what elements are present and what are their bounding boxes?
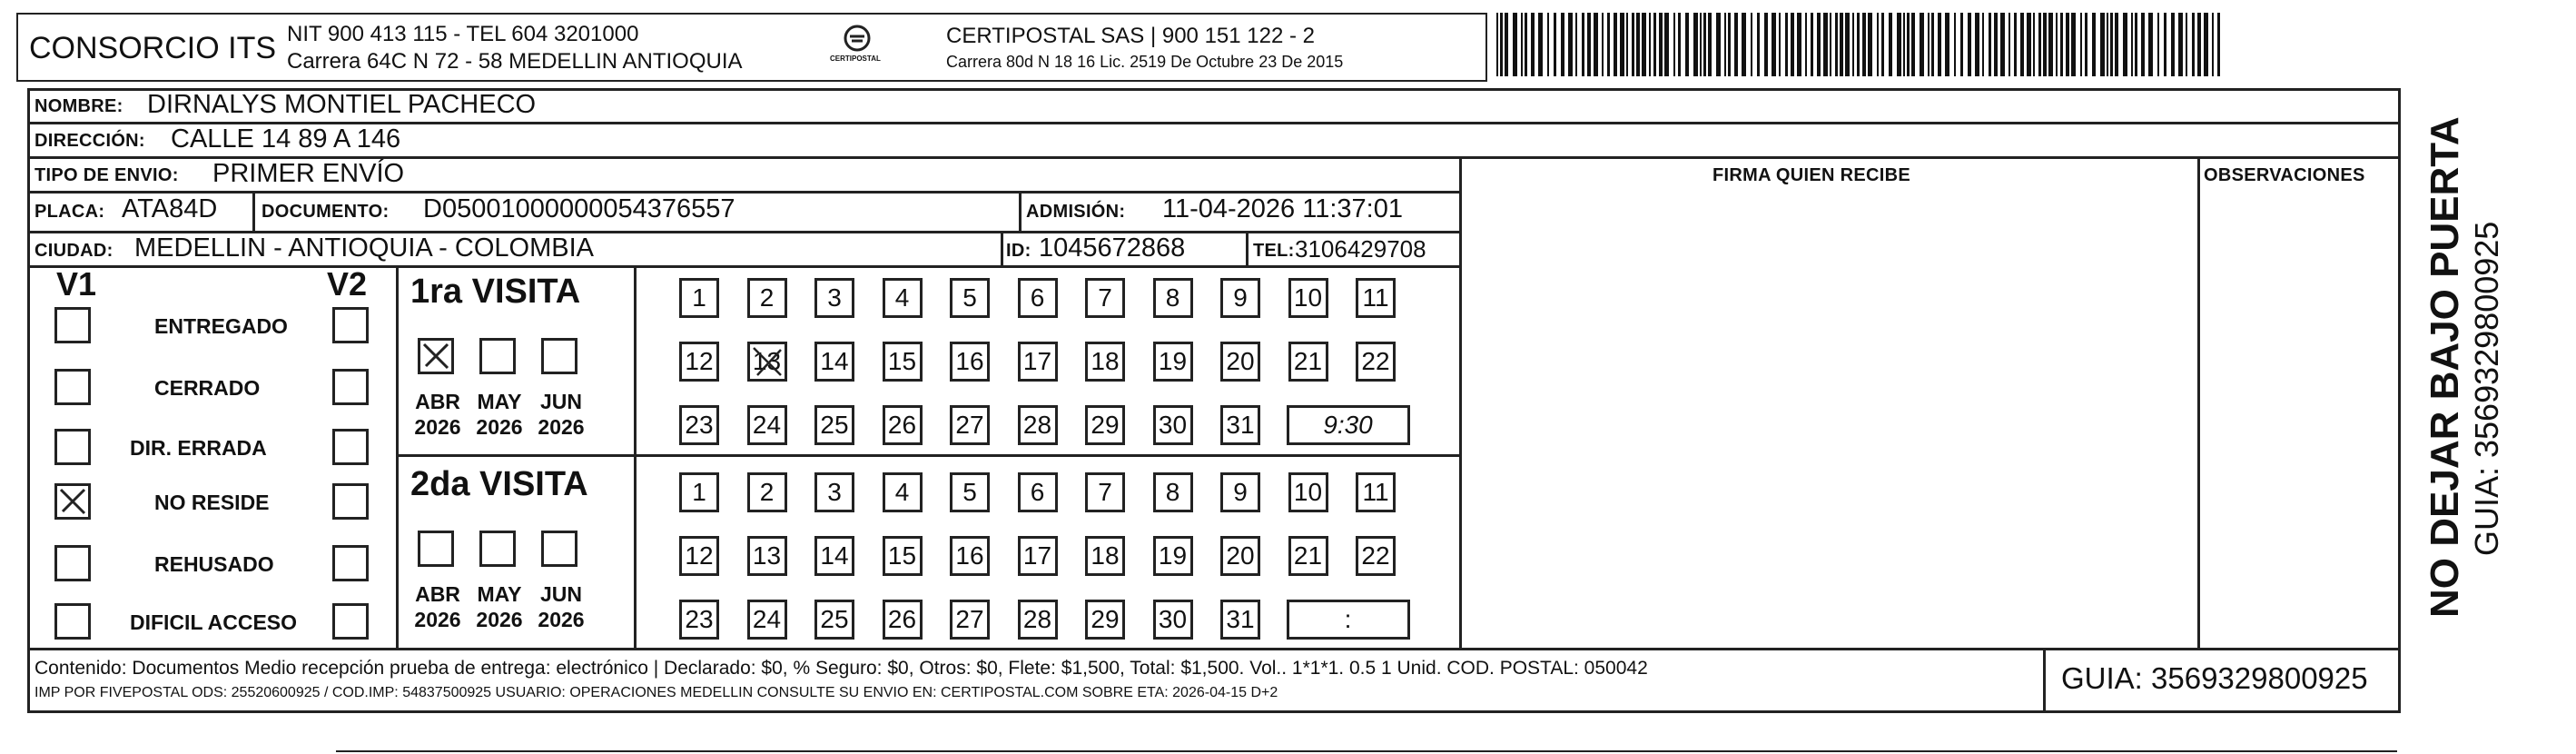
barcode-bar	[1521, 13, 1523, 76]
barcode-bar	[1868, 13, 1872, 76]
barcode-bar	[1928, 13, 1930, 76]
day-box[interactable]: 11	[1356, 278, 1396, 318]
barcode-bar	[1561, 13, 1564, 76]
day-box[interactable]: 22	[1356, 536, 1396, 576]
barcode-bar	[2131, 13, 2133, 76]
barcode-bar	[1975, 13, 1979, 76]
tipo-envio-label: TIPO DE ENVIO:	[35, 165, 179, 185]
barcode-bar	[1903, 13, 1905, 76]
day-box[interactable]: 18	[1085, 536, 1125, 576]
barcode-bar	[1779, 13, 1781, 76]
carrier-name: CERTIPOSTAL SAS | 900 151 122 - 2	[946, 24, 1315, 48]
v1-checkbox[interactable]	[54, 307, 91, 343]
day-box[interactable]: 4	[883, 278, 923, 318]
day-box[interactable]: 23	[679, 600, 719, 640]
barcode-bar	[2123, 13, 2127, 76]
tel-value: 3106429708	[1295, 235, 1426, 263]
documento-value: D05001000000054376557	[423, 194, 735, 223]
status-label: DIR. ERRADA	[130, 436, 267, 460]
barcode-bar	[2157, 13, 2159, 76]
barcode-bar	[1982, 13, 1984, 76]
placa-value: ATA84D	[122, 194, 218, 223]
barcode-bar	[1496, 13, 1498, 76]
barcode-bar	[1897, 13, 1901, 76]
barcode-bar	[1734, 13, 1738, 76]
day-box[interactable]: 23	[679, 405, 719, 445]
day-box[interactable]: 26	[883, 600, 923, 640]
footer-guia: GUIA: 3569329800925	[2061, 661, 2368, 695]
barcode-bar	[1920, 13, 1924, 76]
status-label: NO RESIDE	[154, 491, 270, 514]
barcode-bar	[1614, 13, 1617, 76]
footer-print-line: IMP POR FIVEPOSTAL ODS: 25520600925 / COD.IMP: 54837500925 USUARIO: OPERACIONES MEDELLIN CONSULTE SU ENVIO EN: CERTIPOSTAL.COM SOBRE ETA: 2026-04-15 D+2	[35, 685, 1278, 700]
barcode-bar	[1575, 13, 1577, 76]
ciudad-value: MEDELLIN - ANTIOQUIA - COLOMBIA	[134, 233, 594, 263]
day-box[interactable]: 7	[1085, 472, 1125, 512]
day-box[interactable]: 24	[747, 405, 787, 445]
barcode-bar	[2217, 13, 2220, 76]
day-box[interactable]: 31	[1220, 405, 1260, 445]
barcode-bar	[2164, 13, 2166, 76]
barcode-bar	[1620, 13, 1624, 76]
barcode-bar	[1840, 13, 1843, 76]
barcode-bar	[2043, 13, 2047, 76]
day-box[interactable]: 17	[1018, 342, 1058, 382]
day-box[interactable]: 13	[747, 342, 787, 382]
day-box[interactable]: 13	[747, 536, 787, 576]
day-box[interactable]: 25	[814, 600, 854, 640]
barcode-bar	[2178, 13, 2183, 76]
barcode-bar	[1877, 13, 1879, 76]
barcode-bar	[1538, 13, 1543, 76]
barcode-bar	[1653, 13, 1656, 76]
admision-value: 11-04-2026 11:37:01	[1162, 194, 1403, 223]
barcode	[1496, 13, 2223, 76]
barcode-bar	[1862, 13, 1866, 76]
day-box[interactable]: 29	[1085, 405, 1125, 445]
day-box[interactable]: 22	[1356, 342, 1396, 382]
day-box[interactable]: 4	[883, 472, 923, 512]
barcode-bar	[1968, 13, 1971, 76]
barcode-bar	[1678, 13, 1681, 76]
placa-label: PLACA:	[35, 202, 105, 222]
barcode-bar	[2192, 13, 2195, 76]
barcode-bar	[1673, 13, 1675, 76]
day-box[interactable]: 28	[1018, 600, 1058, 640]
barcode-bar	[1805, 13, 1807, 76]
v2-checkbox[interactable]	[332, 603, 369, 640]
status-label: ENTREGADO	[154, 314, 288, 338]
barcode-bar	[2056, 13, 2058, 76]
day-box[interactable]: 9	[1220, 278, 1260, 318]
v1-checkbox[interactable]	[54, 369, 91, 405]
barcode-bar	[2080, 13, 2082, 76]
barcode-bar	[1960, 13, 1963, 76]
day-box[interactable]: 28	[1018, 405, 1058, 445]
nombre-label: NOMBRE:	[35, 96, 123, 116]
barcode-bar	[1716, 13, 1721, 76]
company-name: CONSORCIO ITS	[29, 31, 277, 65]
day-box[interactable]: 8	[1153, 472, 1193, 512]
barcode-bar	[1835, 13, 1838, 76]
month-label: JUN 2026	[538, 582, 585, 631]
barcode-bar	[1693, 13, 1698, 76]
barcode-bar	[1757, 13, 1760, 76]
barcode-bar	[1513, 13, 1517, 76]
company-address: Carrera 64C N 72 - 58 MEDELLIN ANTIOQUIA	[287, 49, 743, 74]
day-box[interactable]: 15	[883, 536, 923, 576]
barcode-bar	[2020, 13, 2024, 76]
status-label: CERRADO	[154, 376, 261, 400]
barcode-bar	[1742, 13, 1746, 76]
barcode-bar	[2110, 13, 2113, 76]
barcode-bar	[1500, 13, 1503, 76]
barcode-bar	[1889, 13, 1892, 76]
month-label: MAY 2026	[476, 582, 523, 631]
v1-checkbox[interactable]	[54, 483, 91, 520]
barcode-bar	[1568, 13, 1573, 76]
day-box[interactable]: 6	[1018, 278, 1058, 318]
barcode-bar	[1954, 13, 1956, 76]
admision-label: ADMISIÓN:	[1026, 202, 1126, 222]
day-box[interactable]: 11	[1356, 472, 1396, 512]
id-value: 1045672868	[1039, 233, 1186, 263]
v2-checkbox[interactable]	[332, 483, 369, 520]
barcode-bar	[1751, 13, 1752, 76]
barcode-bar	[1708, 13, 1712, 76]
barcode-bar	[1547, 13, 1549, 76]
barcode-bar	[1685, 13, 1689, 76]
barcode-bar	[1607, 13, 1610, 76]
day-box[interactable]: 20	[1220, 536, 1260, 576]
barcode-bar	[1791, 13, 1794, 76]
day-box[interactable]: 14	[814, 536, 854, 576]
nombre-value: DIRNALYS MONTIEL PACHECO	[147, 90, 537, 119]
day-box[interactable]: 24	[747, 600, 787, 640]
v2-header: V2	[327, 265, 368, 303]
day-box[interactable]: 29	[1085, 600, 1125, 640]
cut-line	[336, 750, 2397, 752]
barcode-bar	[1785, 13, 1788, 76]
day-box[interactable]: 3	[814, 472, 854, 512]
direccion-label: DIRECCIÓN:	[35, 131, 145, 151]
barcode-bar	[1911, 13, 1915, 76]
day-box[interactable]: 25	[814, 405, 854, 445]
barcode-bar	[2186, 13, 2187, 76]
barcode-bar	[1881, 13, 1884, 76]
day-box[interactable]: 12	[679, 536, 719, 576]
barcode-bar	[1994, 13, 1998, 76]
day-box[interactable]: 17	[1018, 536, 1058, 576]
id-label: ID:	[1006, 241, 1031, 261]
barcode-bar	[2066, 13, 2069, 76]
barcode-bar	[1659, 13, 1663, 76]
status-label: DIFICIL ACCESO	[130, 610, 298, 634]
month-label: MAY 2026	[476, 390, 523, 439]
barcode-bar	[1587, 13, 1591, 76]
month-checkbox[interactable]	[418, 531, 454, 567]
day-box[interactable]: 21	[1288, 536, 1328, 576]
day-box[interactable]: 21	[1288, 342, 1328, 382]
barcode-bar	[1764, 13, 1768, 76]
barcode-bar	[2060, 13, 2063, 76]
v2-checkbox[interactable]	[332, 369, 369, 405]
barcode-bar	[1626, 13, 1628, 76]
barcode-bar	[1931, 13, 1934, 76]
barcode-bar	[1582, 13, 1584, 76]
day-box[interactable]: 31	[1220, 600, 1260, 640]
footer-content-line: Contenido: Documentos Medio recepción prueba de entrega: electrónico | Declarado: $0, % Seguro: $0, Otros: $0, Flete: $1,500, Total: $1,500. Vol.. 1*1*1. 0.5 1 Unid. COD. POSTAL: 050042	[35, 658, 1648, 679]
day-box[interactable]: 5	[950, 472, 990, 512]
barcode-bar	[2014, 13, 2017, 76]
barcode-bar	[1938, 13, 1941, 76]
month-checkbox[interactable]	[418, 338, 454, 374]
day-box[interactable]: 3	[814, 278, 854, 318]
v1-checkbox[interactable]	[54, 429, 91, 465]
barcode-bar	[2038, 13, 2041, 76]
month-checkbox[interactable]	[479, 338, 516, 374]
barcode-bar	[2085, 13, 2087, 76]
firma-header: FIRMA QUIEN RECIBE	[1712, 165, 1910, 185]
v1-checkbox[interactable]	[54, 545, 91, 581]
day-box[interactable]: 16	[950, 536, 990, 576]
barcode-bar	[1531, 13, 1535, 76]
logo-text: CERTIPOSTAL	[830, 55, 881, 63]
barcode-bar	[2048, 13, 2053, 76]
barcode-bar	[2212, 13, 2214, 76]
v1-header: V1	[56, 265, 97, 303]
day-box[interactable]: 15	[883, 342, 923, 382]
day-box[interactable]: 6	[1018, 472, 1058, 512]
day-box[interactable]: 30	[1153, 600, 1193, 640]
month-label: ABR 2026	[414, 390, 461, 439]
barcode-bar	[2135, 13, 2137, 76]
barcode-bar	[1830, 13, 1831, 76]
first-visit-title: 1ra VISITA	[410, 273, 581, 311]
barcode-bar	[1817, 13, 1821, 76]
barcode-bar	[2107, 13, 2108, 76]
time-box[interactable]: :	[1287, 600, 1410, 640]
v1-checkbox[interactable]	[54, 603, 91, 640]
barcode-bar	[1594, 13, 1598, 76]
carrier-address: Carrera 80d N 18 16 Lic. 2519 De Octubre 23 De 2015	[946, 53, 1344, 71]
month-checkbox[interactable]	[541, 531, 577, 567]
barcode-bar	[1664, 13, 1669, 76]
barcode-bar	[1649, 13, 1651, 76]
day-box[interactable]: 10	[1288, 472, 1328, 512]
status-label: REHUSADO	[154, 552, 274, 576]
tel-label: TEL:	[1253, 241, 1295, 261]
month-checkbox[interactable]	[479, 531, 516, 567]
barcode-bar	[1602, 13, 1604, 76]
day-box[interactable]: 1	[679, 472, 719, 512]
time-box[interactable]: 9:30	[1287, 405, 1410, 445]
barcode-bar	[1703, 13, 1706, 76]
month-checkbox[interactable]	[541, 338, 577, 374]
barcode-bar	[2141, 13, 2145, 76]
barcode-bar	[2000, 13, 2005, 76]
barcode-bar	[1728, 13, 1731, 76]
barcode-bar	[1772, 13, 1776, 76]
barcode-bar	[1636, 13, 1640, 76]
side-guia: GUIA: 3569329800925	[2468, 221, 2505, 556]
day-box[interactable]: 20	[1220, 342, 1260, 382]
barcode-bar	[2100, 13, 2105, 76]
day-box[interactable]: 2	[747, 472, 787, 512]
day-box[interactable]: 18	[1085, 342, 1125, 382]
barcode-bar	[2197, 13, 2201, 76]
barcode-bar	[1724, 13, 1726, 76]
day-box[interactable]: 2	[747, 278, 787, 318]
day-box[interactable]: 19	[1153, 536, 1193, 576]
day-box[interactable]: 1	[679, 278, 719, 318]
barcode-bar	[1857, 13, 1860, 76]
barcode-bar	[1907, 13, 1910, 76]
day-box[interactable]: 8	[1153, 278, 1193, 318]
day-box[interactable]: 30	[1153, 405, 1193, 445]
ciudad-label: CIUDAD:	[35, 241, 114, 261]
barcode-bar	[1989, 13, 1991, 76]
second-visit-title: 2da VISITA	[410, 465, 588, 503]
barcode-bar	[2033, 13, 2035, 76]
tipo-envio-value: PRIMER ENVÍO	[212, 159, 405, 188]
barcode-bar	[1632, 13, 1634, 76]
barcode-bar	[1797, 13, 1801, 76]
month-label: ABR 2026	[414, 582, 461, 631]
v2-checkbox[interactable]	[332, 429, 369, 465]
day-box[interactable]: 27	[950, 600, 990, 640]
barcode-bar	[1852, 13, 1854, 76]
day-box[interactable]: 9	[1220, 472, 1260, 512]
barcode-bar	[2204, 13, 2208, 76]
barcode-bar	[2071, 13, 2076, 76]
v2-checkbox[interactable]	[332, 545, 369, 581]
barcode-bar	[2008, 13, 2010, 76]
barcode-bar	[1525, 13, 1527, 76]
day-box[interactable]: 5	[950, 278, 990, 318]
day-box[interactable]: 7	[1085, 278, 1125, 318]
barcode-bar	[1945, 13, 1949, 76]
barcode-bar	[1823, 13, 1828, 76]
barcode-bar	[1845, 13, 1850, 76]
day-box[interactable]: 14	[814, 342, 854, 382]
day-box[interactable]: 26	[883, 405, 923, 445]
barcode-bar	[2092, 13, 2096, 76]
barcode-bar	[1811, 13, 1813, 76]
barcode-bar	[1554, 13, 1556, 76]
barcode-bar	[1642, 13, 1646, 76]
v2-checkbox[interactable]	[332, 307, 369, 343]
barcode-bar	[1505, 13, 1508, 76]
day-box[interactable]: 10	[1288, 278, 1328, 318]
barcode-bar	[2148, 13, 2153, 76]
barcode-bar	[1700, 13, 1702, 76]
barcode-bar	[2171, 13, 2175, 76]
day-box[interactable]: 12	[679, 342, 719, 382]
day-box[interactable]: 27	[950, 405, 990, 445]
direccion-value: CALLE 14 89 A 146	[171, 124, 401, 154]
day-box[interactable]: 16	[950, 342, 990, 382]
barcode-bar	[2027, 13, 2031, 76]
month-label: JUN 2026	[538, 390, 585, 439]
day-box[interactable]: 19	[1153, 342, 1193, 382]
observaciones-header: OBSERVACIONES	[2204, 165, 2365, 185]
company-nit: NIT 900 413 115 - TEL 604 3201000	[287, 22, 639, 46]
documento-label: DOCUMENTO:	[262, 202, 390, 222]
barcode-bar	[2115, 13, 2118, 76]
side-warning: NO DEJAR BAJO PUERTA	[2423, 116, 2467, 618]
